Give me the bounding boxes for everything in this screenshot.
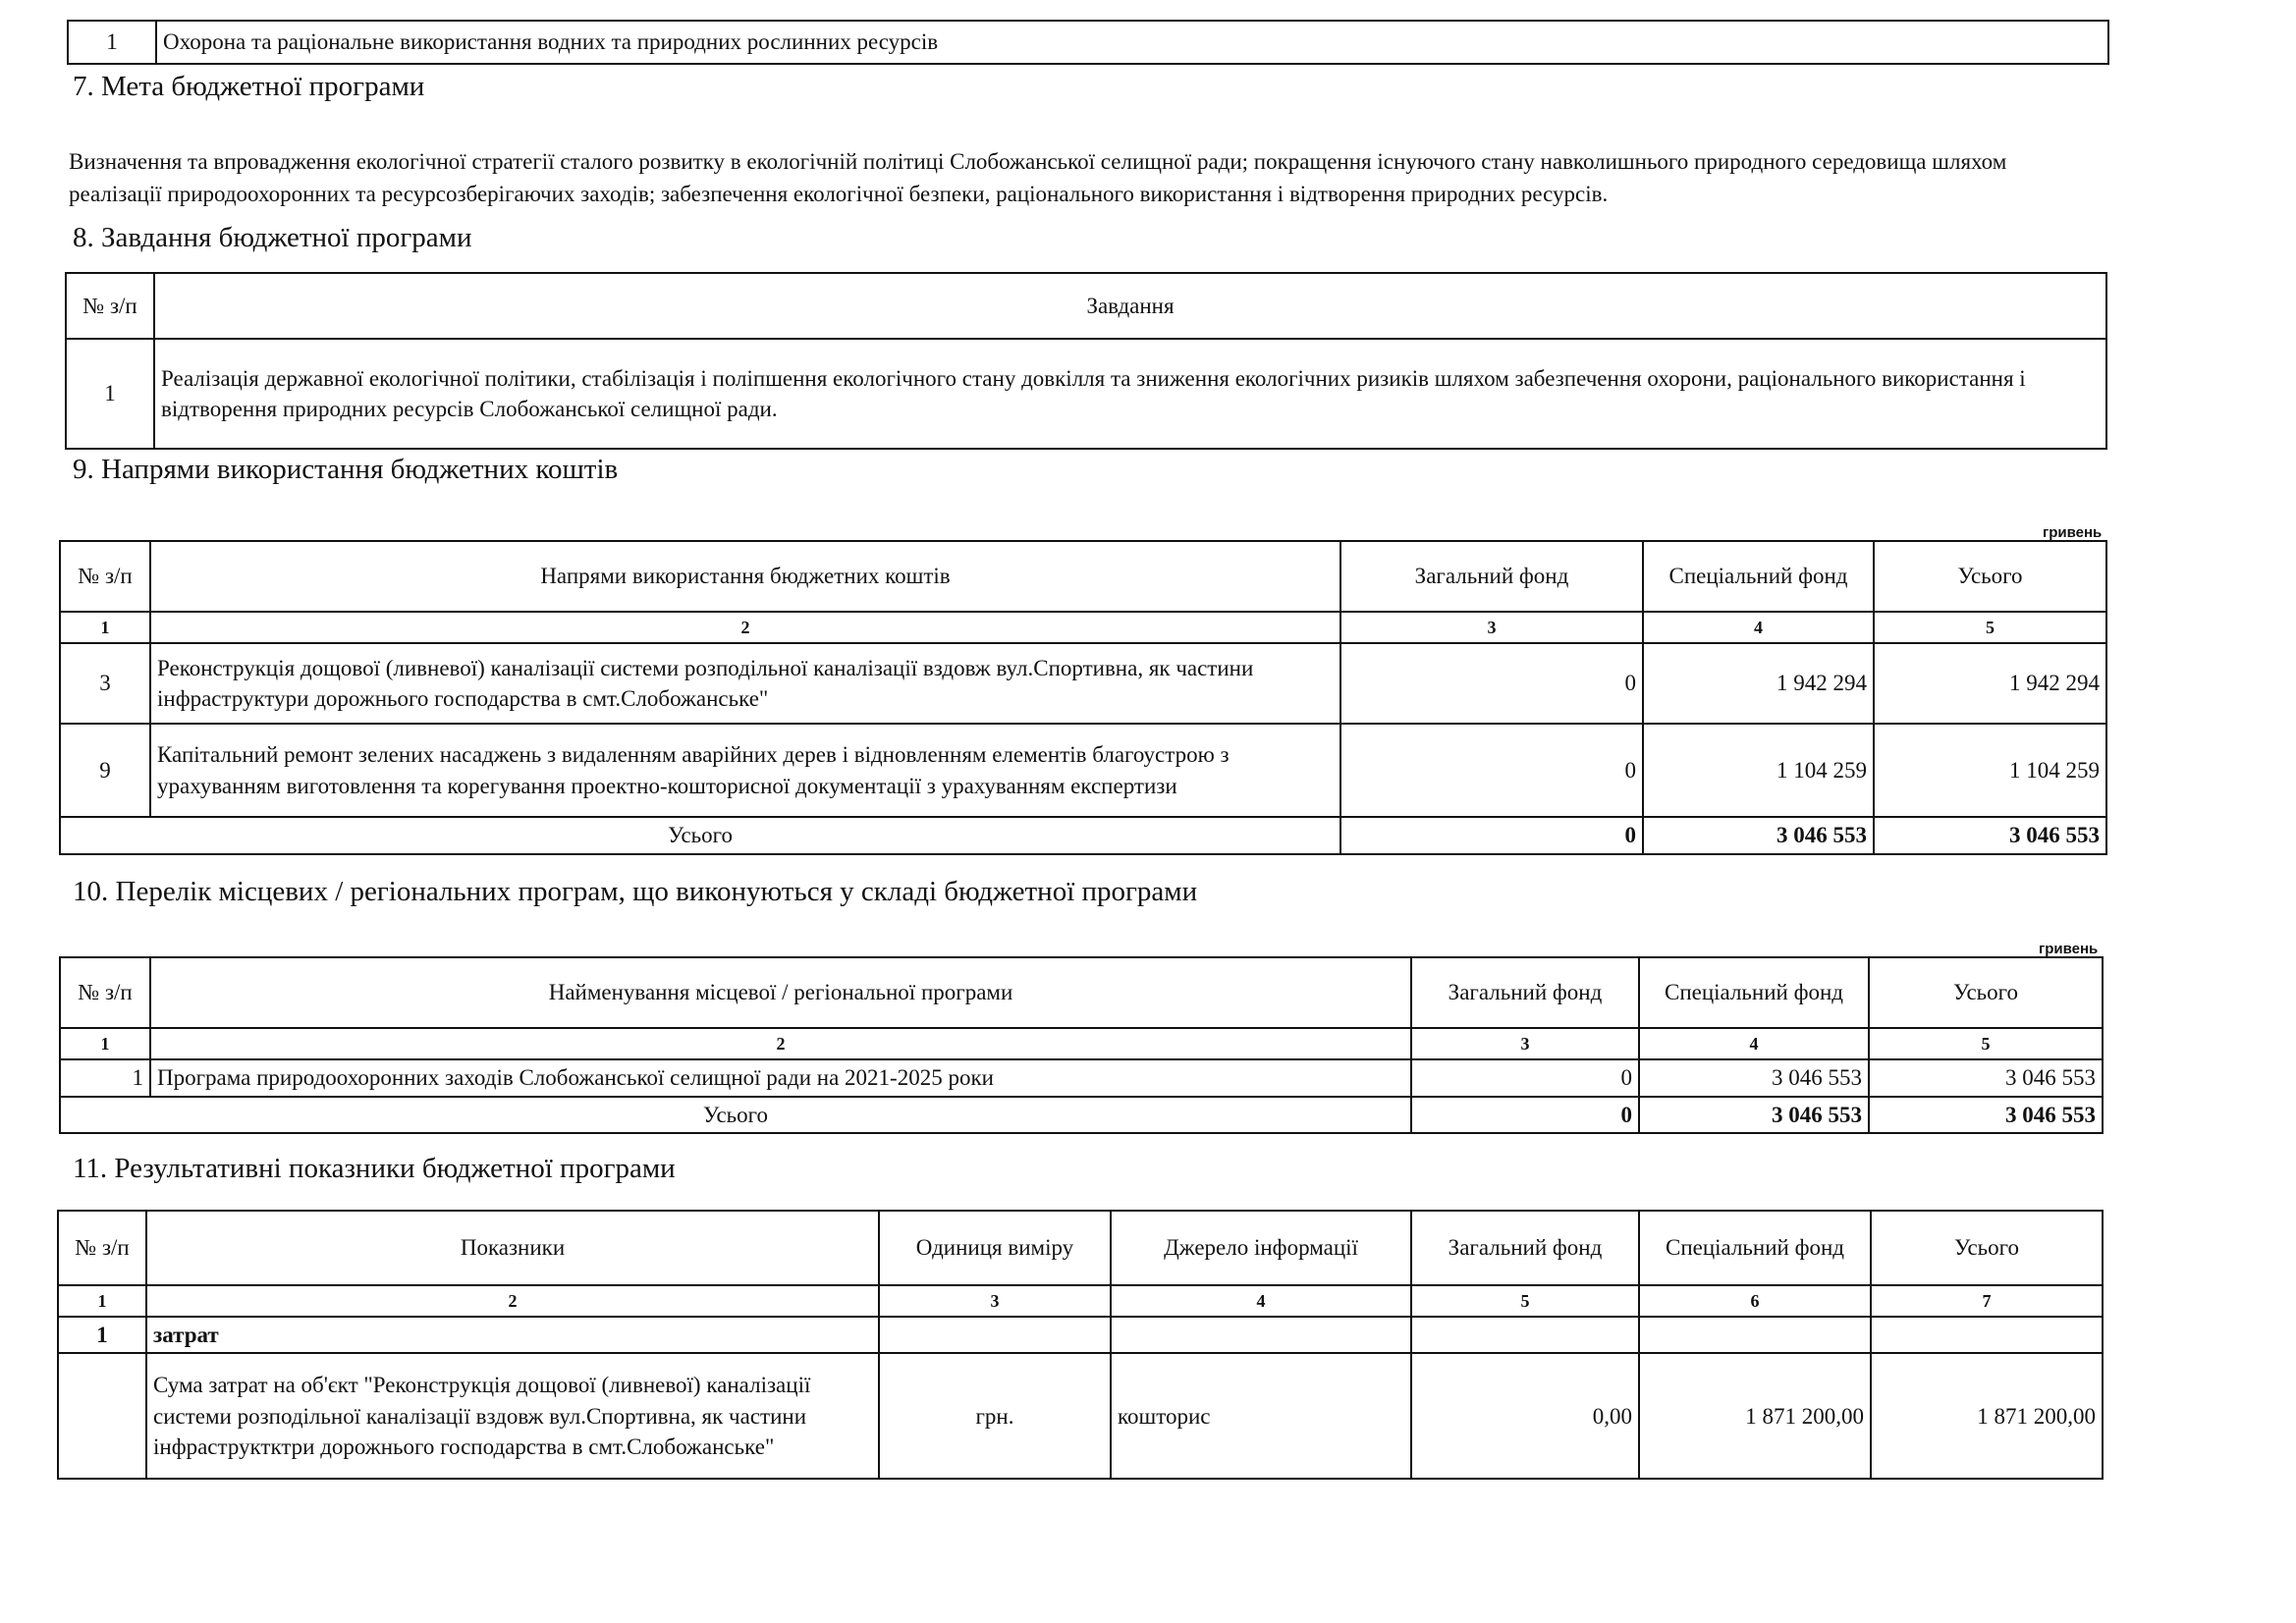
indicator-source: кошторис xyxy=(1111,1353,1411,1479)
direction-name: Капітальний ремонт зелених насаджень з видаленням аварійних дерев і відновленням елементів благоустрою з урахуванням виготовлення та корегування проектно-кошторисної документації з урахуванням експертизи xyxy=(150,724,1340,817)
indicators-head-source: Джерело інформації xyxy=(1111,1211,1411,1285)
indicator-group-num: 1 xyxy=(58,1317,146,1353)
programs-colnum: 2 xyxy=(150,1028,1411,1059)
program-num: 1 xyxy=(60,1059,150,1097)
top-row-table xyxy=(67,20,2109,65)
direction-special: 1 942 294 xyxy=(1643,643,1874,724)
indicators-head-general: Загальний фонд xyxy=(1411,1211,1639,1285)
direction-total: 1 942 294 xyxy=(1874,643,2106,724)
direction-general: 0 xyxy=(1340,643,1643,724)
tasks-head-task: Завдання xyxy=(154,273,2106,339)
direction-general: 0 xyxy=(1340,724,1643,817)
section10-title: 10. Перелік місцевих / регіональних програм, що виконуються у складі бюджетної програми xyxy=(73,876,1198,907)
directions-colnum: 4 xyxy=(1643,612,1874,643)
indicator-name: Сума затрат на об'єкт "Реконструкція дощової (ливневої) каналізації системи розподільної каналізації вздовж вул.Спортивна, як частини інфраструктктри дорожнього господарства в смт.Слобожанське" xyxy=(146,1353,879,1479)
directions-colnum: 5 xyxy=(1874,612,2106,643)
directions-colnum: 2 xyxy=(150,612,1340,643)
indicator-total: 1 871 200,00 xyxy=(1871,1353,2103,1479)
direction-total: 1 104 259 xyxy=(1874,724,2106,817)
indicator-special: 1 871 200,00 xyxy=(1639,1353,1871,1479)
direction-special: 1 104 259 xyxy=(1643,724,1874,817)
total-row xyxy=(60,817,2106,854)
program-special: 3 046 553 xyxy=(1639,1059,1869,1097)
total-row xyxy=(60,1097,2103,1133)
indicator-group-label: затрат xyxy=(146,1317,879,1353)
program-general: 0 xyxy=(1411,1059,1639,1097)
programs-colnum: 3 xyxy=(1411,1028,1639,1059)
indicator-general: 0,00 xyxy=(1411,1353,1639,1479)
programs-colnum: 5 xyxy=(1869,1028,2103,1059)
table-row xyxy=(58,1353,2103,1479)
programs-head-name: Найменування місцевої / регіональної програми xyxy=(150,957,1411,1028)
table-row xyxy=(60,1059,2103,1097)
indicators-colnum: 5 xyxy=(1411,1285,1639,1317)
indicators-head-unit: Одиниця виміру xyxy=(879,1211,1111,1285)
programs-head-special: Спеціальний фонд xyxy=(1639,957,1869,1028)
directions-head-general: Загальний фонд xyxy=(1340,541,1643,612)
programs-head-general: Загальний фонд xyxy=(1411,957,1639,1028)
direction-name: Реконструкція дощової (ливневої) каналізації системи розподільної каналізації вздовж вул.Спортивна, як частини інфраструктури дорожнього господарства в смт.Слобожанське" xyxy=(150,643,1340,724)
indicators-colnum: 7 xyxy=(1871,1285,2103,1317)
section8-title: 8. Завдання бюджетної програми xyxy=(73,222,472,253)
table-row xyxy=(60,643,2106,724)
task-text: Реалізація державної екологічної політики, стабілізація і поліпшення екологічного стану довкілля та зниження екологічних ризиків шляхом забезпечення охорони, раціонального використання і відтворення природних ресурсів Слобожанської селищної ради. xyxy=(154,339,2106,449)
indicators-colnum: 2 xyxy=(146,1285,879,1317)
programs-table xyxy=(59,956,2104,1134)
section10-unit: гривень xyxy=(2039,941,2099,957)
directions-head-name: Напрями використання бюджетних коштів xyxy=(150,541,1340,612)
table-row xyxy=(60,724,2106,817)
direction-num: 3 xyxy=(60,643,150,724)
programs-head-num: № з/п xyxy=(60,957,150,1028)
program-total: 3 046 553 xyxy=(1869,1059,2103,1097)
indicators-head-num: № з/п xyxy=(58,1211,146,1285)
indicators-head-total: Усього xyxy=(1871,1211,2103,1285)
directions-head-special: Спеціальний фонд xyxy=(1643,541,1874,612)
programs-colnum: 4 xyxy=(1639,1028,1869,1059)
section9-title: 9. Напрями використання бюджетних коштів xyxy=(73,454,619,485)
group-row xyxy=(58,1317,2103,1353)
directions-total-special: 3 046 553 xyxy=(1643,817,1874,854)
indicators-colnum: 4 xyxy=(1111,1285,1411,1317)
programs-total-general: 0 xyxy=(1411,1097,1639,1133)
directions-table xyxy=(59,540,2107,855)
task-num: 1 xyxy=(66,339,154,449)
section7-title: 7. Мета бюджетної програми xyxy=(73,71,425,102)
section7-text: Визначення та впровадження екологічної стратегії сталого розвитку в екологічній політиці Слобожанської селищної ради; покращення існуючого стану навколишнього природного середовища шляхом реалізації природоохоронних та ресурсозберігаючих заходів; забезпечення екологічної безпеки, раціонального використання і відтворення природних ресурсів. xyxy=(69,149,2007,207)
directions-colnum: 1 xyxy=(60,612,150,643)
top-row-text: Охорона та раціональне використання водних та природних рослинних ресурсів xyxy=(156,21,2108,64)
section11-title: 11. Результативні показники бюджетної програми xyxy=(73,1153,676,1184)
programs-total-special: 3 046 553 xyxy=(1639,1097,1869,1133)
direction-num: 9 xyxy=(60,724,150,817)
tasks-table xyxy=(65,272,2107,450)
directions-total-total: 3 046 553 xyxy=(1874,817,2106,854)
programs-total-label: Усього xyxy=(60,1097,1411,1133)
section9-unit: гривень xyxy=(2043,524,2103,541)
indicators-table xyxy=(57,1210,2104,1480)
indicators-head-name: Показники xyxy=(146,1211,879,1285)
indicators-colnum: 6 xyxy=(1639,1285,1871,1317)
top-row-num: 1 xyxy=(68,21,156,64)
programs-total-total: 3 046 553 xyxy=(1869,1097,2103,1133)
indicator-unit: грн. xyxy=(879,1353,1111,1479)
indicators-colnum: 1 xyxy=(58,1285,146,1317)
tasks-head-num: № з/п xyxy=(66,273,154,339)
directions-head-num: № з/п xyxy=(60,541,150,612)
programs-colnum: 1 xyxy=(60,1028,150,1059)
directions-total-general: 0 xyxy=(1340,817,1643,854)
programs-head-total: Усього xyxy=(1869,957,2103,1028)
directions-total-label: Усього xyxy=(60,817,1340,854)
indicators-head-special: Спеціальний фонд xyxy=(1639,1211,1871,1285)
program-name: Програма природоохоронних заходів Слобожанської селищної ради на 2021-2025 роки xyxy=(150,1059,1411,1097)
directions-colnum: 3 xyxy=(1340,612,1643,643)
table-row xyxy=(66,339,2106,449)
directions-head-total: Усього xyxy=(1874,541,2106,612)
indicators-colnum: 3 xyxy=(879,1285,1111,1317)
